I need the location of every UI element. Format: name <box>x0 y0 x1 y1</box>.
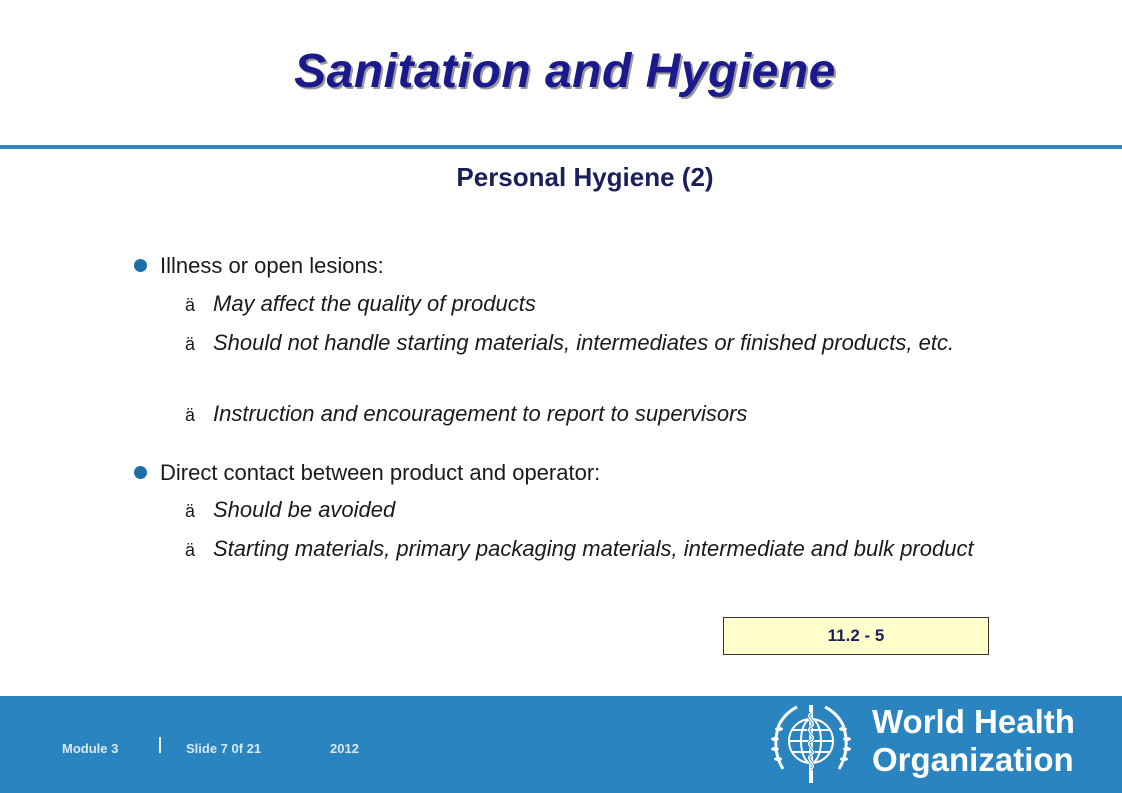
sub-bullet-text: May affect the quality of products <box>213 291 536 316</box>
sub-bullet-text: Starting materials, primary packaging materials, intermediate and bulk product <box>213 536 974 561</box>
bullet-text: Direct contact between product and operator: <box>160 460 601 485</box>
sub-bullet-item <box>185 533 1073 565</box>
sub-bullet-item <box>185 494 396 526</box>
bullet-text: Illness or open lesions: <box>160 253 384 278</box>
arrow-bullet-icon: ä <box>185 334 196 354</box>
who-logo-text <box>872 703 1075 779</box>
footer-slide-number: Slide 7 0f 21 <box>186 741 262 756</box>
sub-bullet-item <box>185 288 536 320</box>
bullet-dot-icon <box>134 466 147 479</box>
footer-year: 2012 <box>330 741 359 756</box>
title-divider <box>0 145 1122 149</box>
who-emblem-icon <box>763 699 859 789</box>
footer-module: Module 3 <box>62 741 119 756</box>
arrow-bullet-icon: ä <box>185 501 196 521</box>
arrow-bullet-icon: ä <box>185 405 196 425</box>
sub-bullet-text: Instruction and encouragement to report to supervisors <box>213 401 748 426</box>
arrow-bullet-icon: ä <box>185 540 196 560</box>
slide-title: Sanitation and Hygiene <box>294 45 836 98</box>
sub-bullet-text: Should not handle starting materials, intermediates or finished products, etc. <box>213 330 955 355</box>
bullet-item <box>160 253 384 279</box>
who-logo-line2: Organization <box>872 741 1074 778</box>
sub-bullet-text: Should be avoided <box>213 497 396 522</box>
reference-box: 11.2 - 5 <box>723 617 989 655</box>
footer-separator <box>159 737 161 753</box>
sub-bullet-item <box>185 327 973 359</box>
arrow-bullet-icon: ä <box>185 295 196 315</box>
bullet-item <box>160 460 600 486</box>
sub-bullet-item <box>185 398 748 430</box>
slide-subtitle: Personal Hygiene (2) <box>456 162 714 192</box>
who-logo-line1: World Health <box>872 703 1075 740</box>
bullet-dot-icon <box>134 259 147 272</box>
